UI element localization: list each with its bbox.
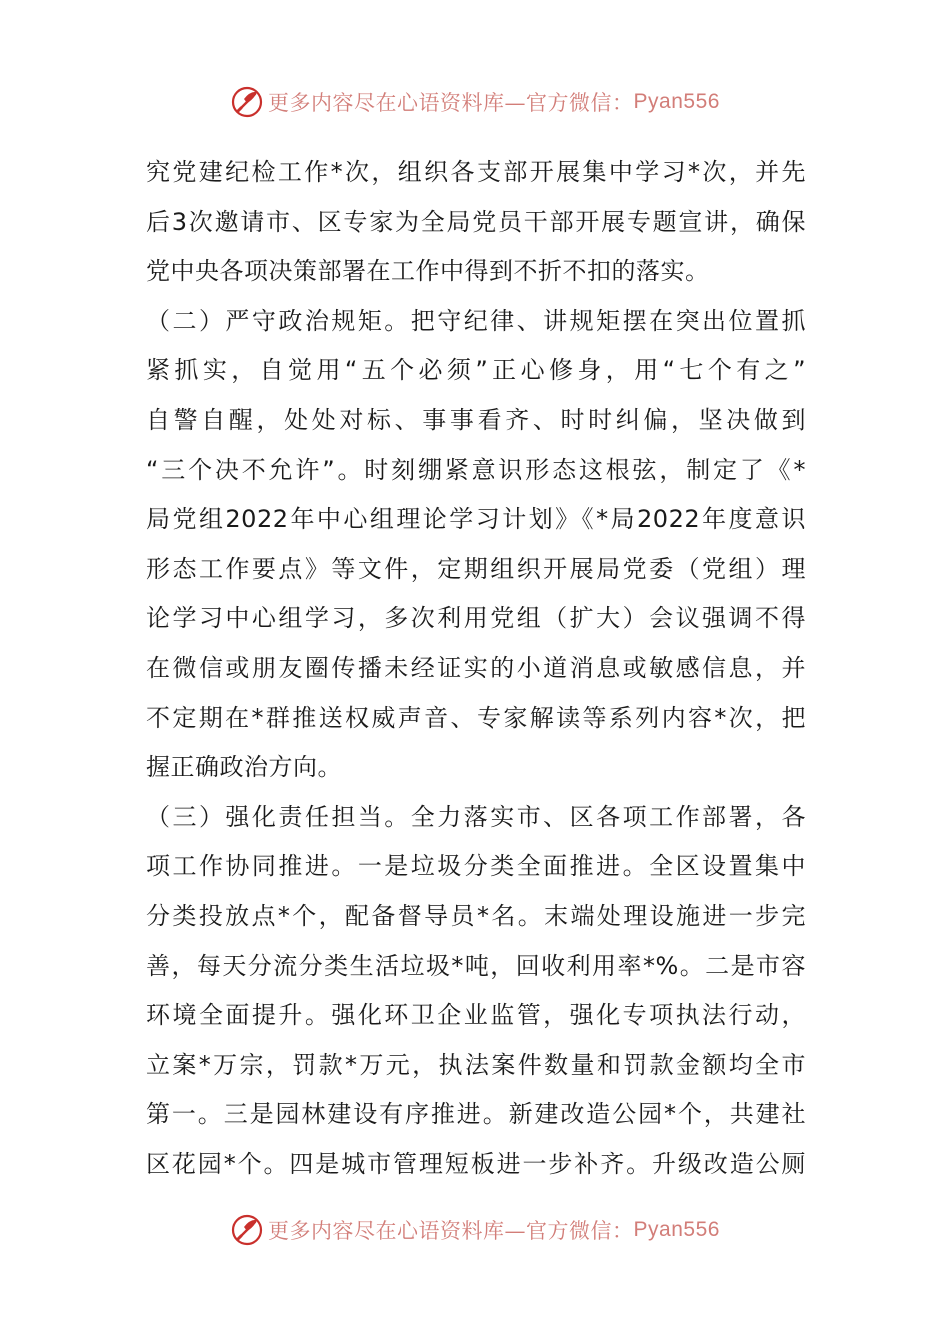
text-line: 第一。三是园林建设有序推进。新建改造公园*个，共建社 — [146, 1100, 806, 1129]
text-line: （三）强化责任担当。全力落实市、区各项工作部署，各 — [146, 802, 806, 831]
watermark-wechat-id: Pyan556 — [633, 1218, 720, 1241]
text-line: （二）严守政治规矩。把守纪律、讲规矩摆在突出位置抓 — [146, 306, 806, 335]
watermark-text: 更多内容尽在心语资料库—官方微信： — [268, 1219, 634, 1243]
watermark-wechat-id: Pyan556 — [633, 90, 720, 113]
text-line: 党中央各项决策部署在工作中得到不折不扣的落实。 — [146, 257, 710, 286]
footer-watermark — [0, 1210, 950, 1250]
text-line: 论学习中心组学习，多次利用党组（扩大）会议强调不得 — [146, 604, 806, 633]
text-line: 自警自醒，处处对标、事事看齐、时时纠偏，坚决做到 — [146, 405, 806, 434]
watermark-text: 更多内容尽在心语资料库—官方微信： — [268, 91, 634, 115]
paragraph — [146, 148, 806, 297]
header-watermark — [0, 82, 950, 122]
text-line: 后3次邀请市、区专家为全局党员干部开展专题宣讲，确保 — [146, 207, 806, 236]
paragraph — [146, 793, 806, 1190]
text-line: 立案*万宗，罚款*万元，执法案件数量和罚款金额均全市 — [146, 1050, 806, 1079]
quill-logo-icon — [230, 85, 264, 119]
text-line: 善，每天分流分类生活垃圾*吨，回收利用率*%。二是市容 — [146, 951, 806, 980]
quill-logo-icon — [230, 1213, 264, 1247]
text-line: 形态工作要点》等文件，定期组织开展局党委（党组）理 — [146, 554, 806, 583]
text-line: “三个决不允许”。时刻绷紧意识形态这根弦，制定了《* — [146, 455, 806, 484]
text-line: 究党建纪检工作*次，组织各支部开展集中学习*次，并先 — [146, 158, 806, 186]
text-line: 在微信或朋友圈传播未经证实的小道消息或敏感信息，并 — [146, 653, 806, 682]
text-line: 环境全面提升。强化环卫企业监管，强化专项执法行动， — [146, 1001, 806, 1030]
text-line: 局党组2022年中心组理论学习计划》《*局2022年度意识 — [146, 505, 806, 534]
text-line: 项工作协同推进。一是垃圾分类全面推进。全区设置集中 — [146, 852, 806, 881]
text-line: 紧抓实，自觉用“五个必须”正心修身，用“七个有之” — [146, 356, 806, 385]
document-body — [146, 148, 806, 1189]
text-line: 分类投放点*个，配备督导员*名。末端处理设施进一步完 — [146, 901, 806, 930]
paragraph — [146, 297, 806, 793]
text-line: 握正确政治方向。 — [146, 753, 342, 782]
text-line: 不定期在*群推送权威声音、专家解读等系列内容*次，把 — [146, 703, 806, 732]
text-line: 区花园*个。四是城市管理短板进一步补齐。升级改造公厕 — [146, 1149, 806, 1178]
